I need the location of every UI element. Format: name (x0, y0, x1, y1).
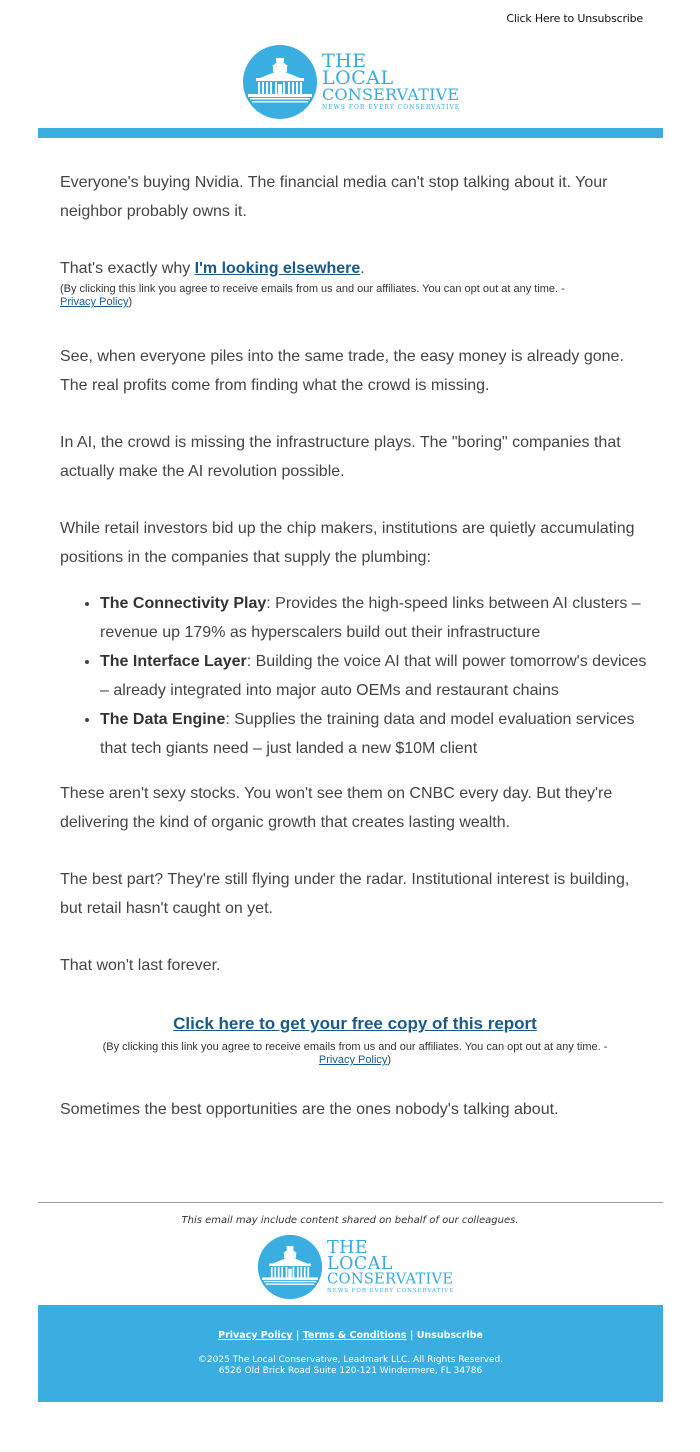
footer-brand-line-2: LOCAL (327, 1253, 393, 1274)
footer-brand-line-3: CONSERVATIVE (327, 1269, 454, 1288)
footer-separator: | (295, 1330, 300, 1341)
footer-divider (38, 1202, 663, 1203)
link-disclaimer: (By clicking this link you agree to receive emails from us and our affiliates. You can opt out at any time. - Privacy Policy) (60, 283, 565, 308)
unsubscribe-link[interactable]: Click Here to Unsubscribe (506, 12, 643, 25)
brand-line-2: LOCAL (322, 67, 394, 89)
list-item: • The Interface Layer: Building the voice AI that will power tomorrow's devices – already integrated into major auto OEMs and restaurant chains (100, 647, 650, 705)
cta-disclaimer: (By clicking this link you agree to receive emails from us and our affiliates. You can opt out at any time. - Privacy Policy) (102, 1041, 608, 1066)
footer-bar (38, 1305, 663, 1402)
logo[interactable] (242, 44, 460, 120)
paragraph-institutions: While retail investors bid up the chip makers, institutions are quietly accumulating positions in the companies that supply the plumbing: (60, 520, 635, 566)
header-divider (38, 128, 663, 138)
footer-brand-line-1: THE (327, 1237, 369, 1258)
paragraph-intro: Everyone's buying Nvidia. The financial media can't stop talking about it. Your neighbor probably owns it. (60, 174, 608, 220)
brand-tagline: NEWS FOR EVERY CONSERVATIVE (322, 104, 461, 111)
footer-copyright: ©2025 The Local Conservative, Leadmark LLC. All Rights Reserved. (197, 1355, 504, 1365)
footer-address: 6526 Old Brick Road Suite 120-121 Windermere, FL 34786 (218, 1366, 483, 1376)
brand-line-3: CONSERVATIVE (322, 85, 460, 104)
paragraph-elsewhere: That's exactly why I'm looking elsewhere. (60, 260, 365, 277)
free-report-link[interactable]: Click here to get your free copy of this report (173, 1014, 537, 1033)
capitol-emblem-icon (242, 44, 318, 120)
cta-privacy-policy-link[interactable]: Privacy Policy (318, 1054, 388, 1066)
paragraph-not-sexy: These aren't sexy stocks. You won't see them on CNBC every day. But they're delivering the kind of organic growth that creates lasting wealth. (60, 785, 613, 831)
colleagues-note: This email may include content shared on behalf of our colleagues. (181, 1215, 519, 1226)
footer-brand-tagline: NEWS FOR EVERY CONSERVATIVE (327, 1287, 455, 1294)
paragraph-last: That won't last forever. (60, 957, 221, 974)
list-item: • The Connectivity Play: Provides the high-speed links between AI clusters – revenue up 179% as hyperscalers build out their infrastructure (100, 589, 650, 647)
email-body (60, 168, 650, 1124)
privacy-policy-link[interactable]: Privacy Policy (60, 296, 129, 308)
list-item: • The Data Engine: Supplies the training data and model evaluation services that tech giants need – just landed a new $10M client (100, 705, 650, 763)
paragraph-radar: The best part? They're still flying under the radar. Institutional interest is building, but retail hasn't caught on yet. (60, 871, 630, 917)
paragraph-crowd: See, when everyone piles into the same trade, the easy money is already gone. The real profits come from finding what the crowd is missing. (60, 348, 624, 394)
paragraph-infrastructure: In AI, the crowd is missing the infrastructure plays. The "boring" companies that actually make the AI revolution possible. (60, 434, 621, 480)
footer-terms-link[interactable]: Terms & Conditions (302, 1330, 407, 1341)
plays-list (60, 589, 650, 763)
looking-elsewhere-link[interactable]: I'm looking elsewhere (194, 260, 361, 277)
footer-separator: | (409, 1330, 414, 1341)
footer-unsubscribe-link[interactable]: Unsubscribe (416, 1330, 483, 1341)
footer-logo[interactable] (257, 1234, 465, 1300)
footer-privacy-link[interactable]: Privacy Policy (218, 1330, 293, 1341)
paragraph-closing: Sometimes the best opportunities are the ones nobody's talking about. (60, 1101, 559, 1118)
capitol-emblem-icon (257, 1234, 323, 1300)
brand-line-1: THE (322, 50, 367, 72)
footer-links (38, 1330, 663, 1341)
